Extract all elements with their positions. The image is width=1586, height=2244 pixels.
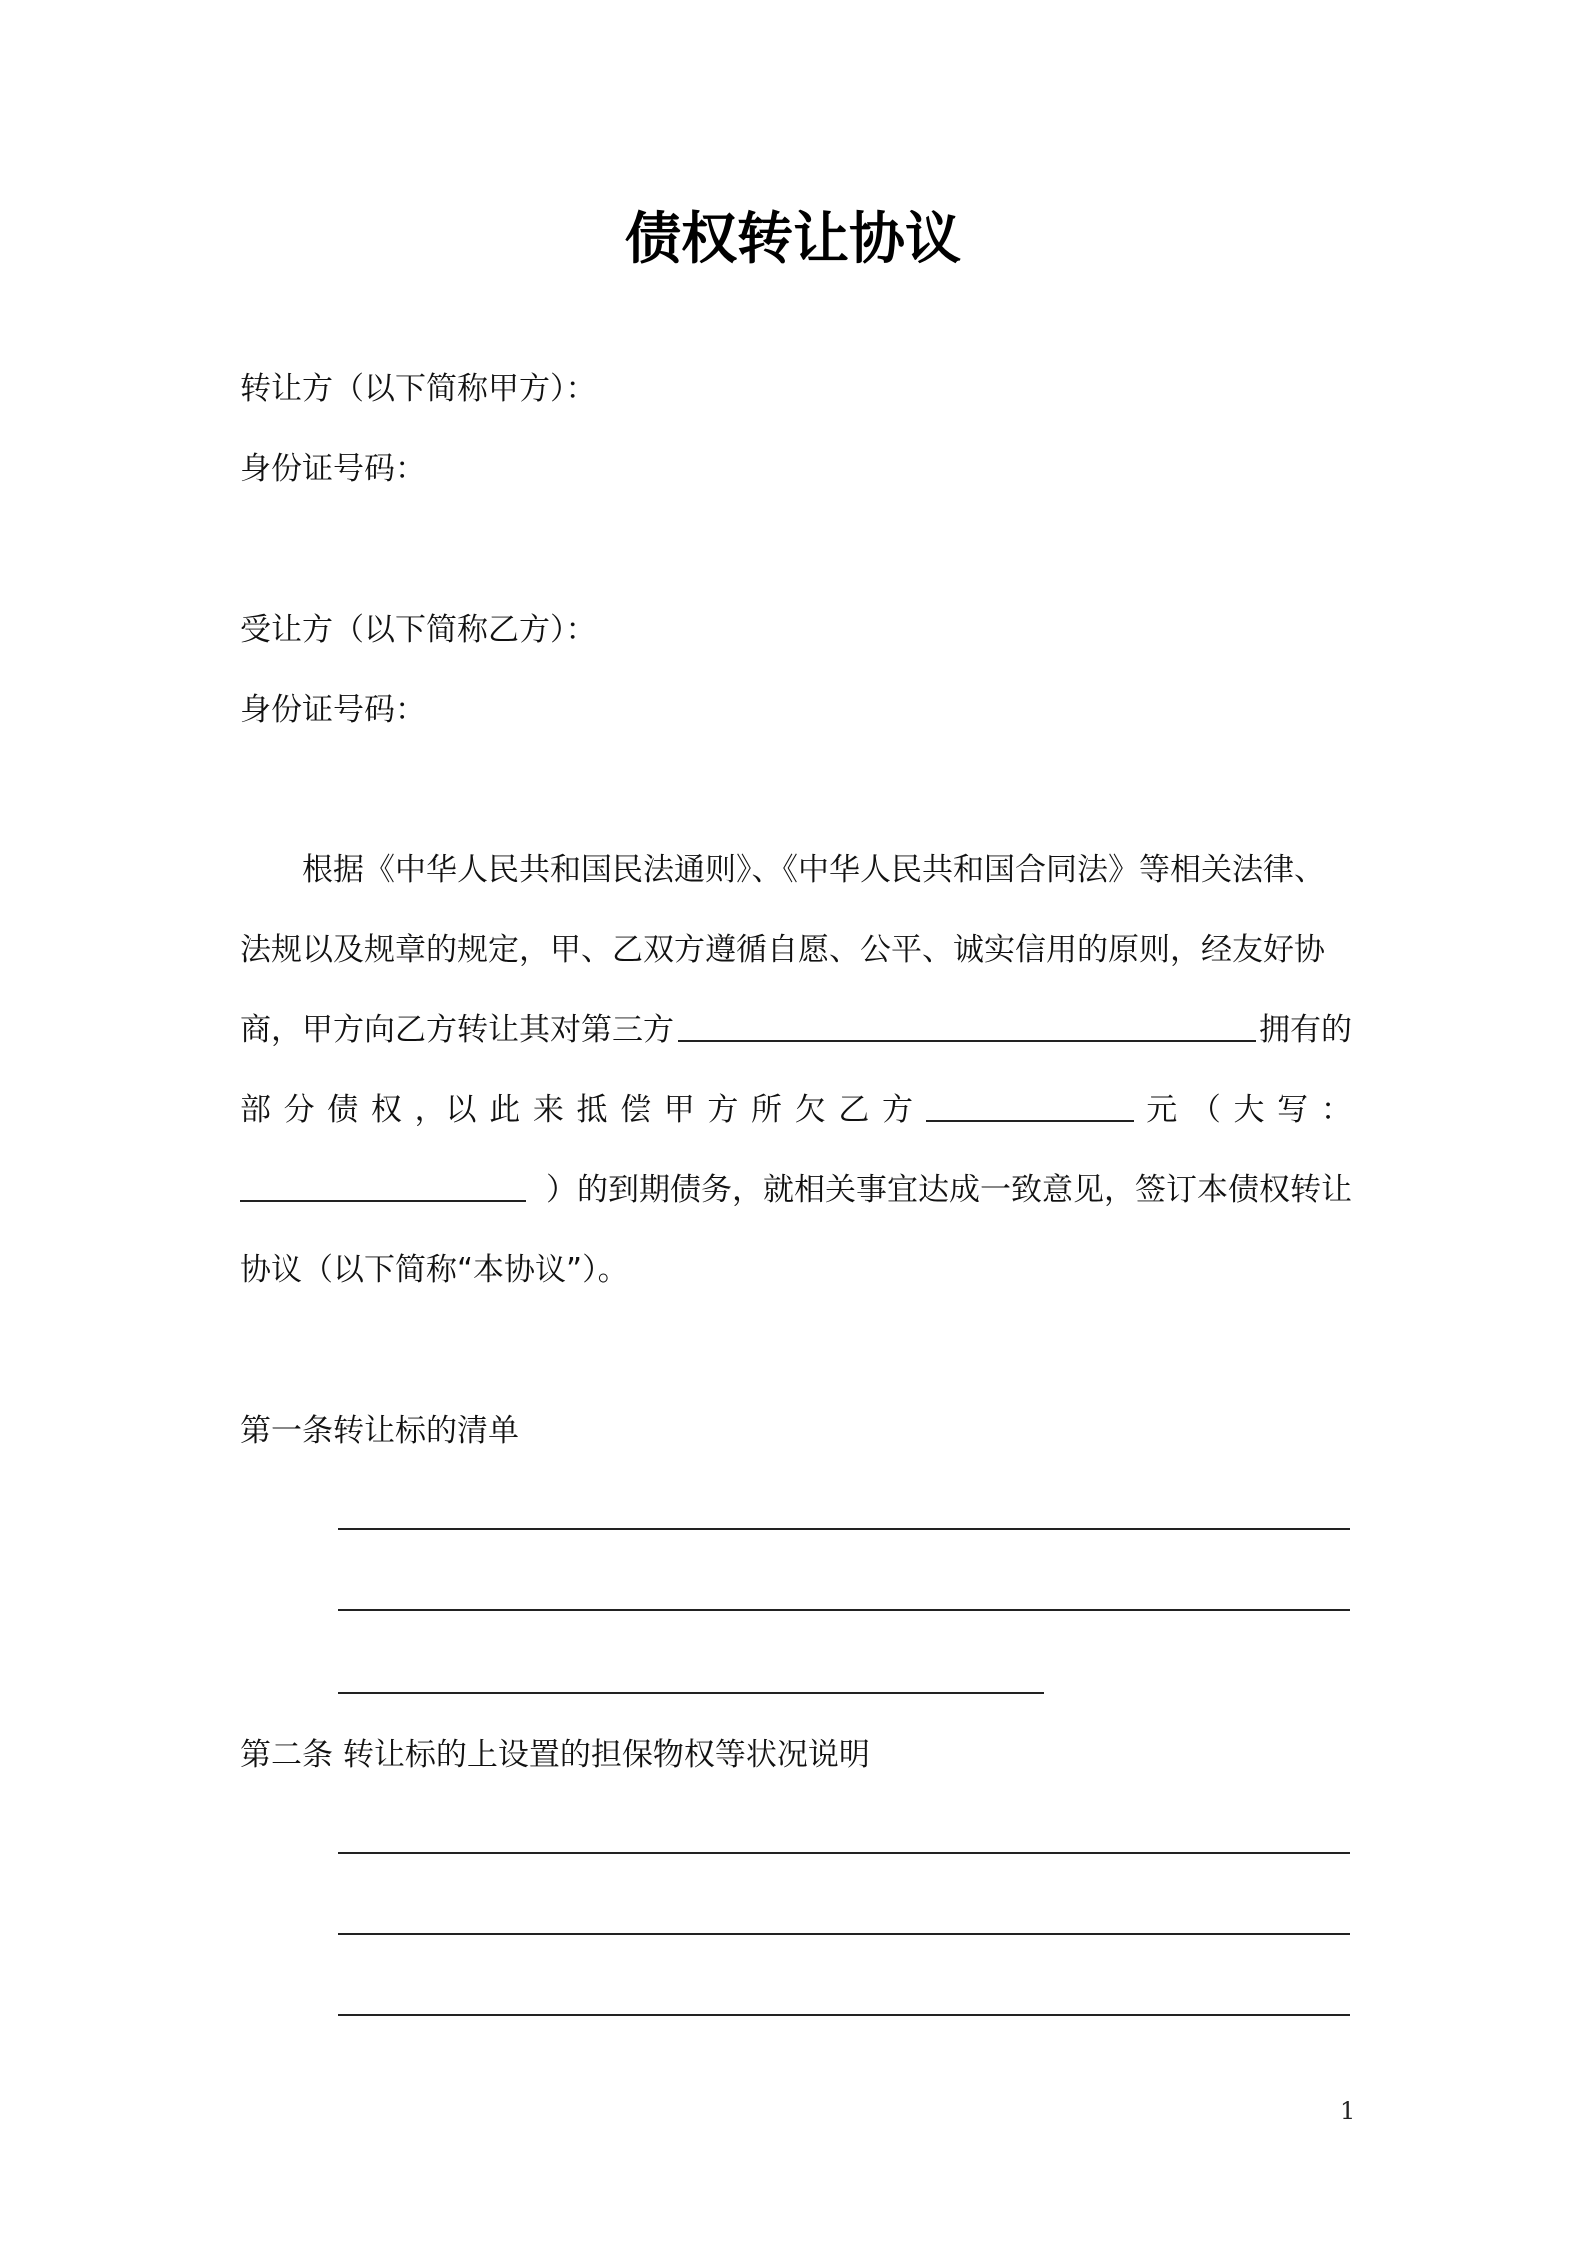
intro-line-4 xyxy=(240,1088,1352,1132)
char: 债 xyxy=(327,1092,359,1128)
char: ，以 xyxy=(414,1092,477,1128)
char: 抵 xyxy=(576,1092,608,1128)
article-2-blank-line[interactable] xyxy=(338,2014,1350,2016)
char: 分 xyxy=(283,1092,315,1128)
char: 权 xyxy=(370,1092,402,1128)
intro-line-1: 根据《中华人民共和国民法通则》、《中华人民共和国合同法》等相关法律、 xyxy=(302,852,1325,888)
page-number: 1 xyxy=(1340,2097,1356,2125)
char: 欠 xyxy=(794,1092,826,1128)
third-party-blank[interactable] xyxy=(678,1008,1256,1042)
char: ： xyxy=(1320,1092,1352,1128)
char: 甲 xyxy=(663,1092,695,1128)
char: 写 xyxy=(1277,1092,1309,1128)
char: 来 xyxy=(532,1092,564,1128)
char: 方 xyxy=(707,1092,739,1128)
amount-in-words-blank[interactable] xyxy=(240,1168,526,1202)
party-b-id-label: 身份证号码： xyxy=(240,692,426,728)
party-a-id-label: 身份证号码： xyxy=(240,451,426,487)
amount-blank[interactable] xyxy=(926,1088,1134,1122)
article-2-blank-line[interactable] xyxy=(338,1933,1350,1935)
article-1-blank-line[interactable] xyxy=(338,1609,1350,1611)
char: 部 xyxy=(240,1092,271,1128)
char: 偿 xyxy=(620,1092,652,1128)
article-1-blank-line[interactable] xyxy=(338,1528,1350,1530)
article-2-heading: 第二条 转让标的上设置的担保物权等状况说明 xyxy=(240,1737,870,1773)
party-a-label: 转让方（以下简称甲方）： xyxy=(240,371,597,407)
char: （ xyxy=(1189,1092,1221,1128)
document-title: 债权转让协议 xyxy=(625,207,961,272)
article-1-blank-line[interactable] xyxy=(338,1692,1044,1694)
char: 方 xyxy=(881,1092,913,1128)
char: 大 xyxy=(1233,1092,1265,1128)
intro-line-5 xyxy=(240,1168,1352,1212)
article-2-blank-line[interactable] xyxy=(338,1852,1350,1854)
intro-line-5-text: ）的到期债务，就相关事宜达成一致意见，签订本债权转让 xyxy=(546,1172,1352,1208)
char: 此 xyxy=(489,1092,521,1128)
intro-line-3 xyxy=(240,1008,1352,1052)
unit-yuan: 元 xyxy=(1146,1092,1178,1128)
intro-line-6: 协议（以下简称“本协议”）。 xyxy=(240,1252,629,1288)
char: 所 xyxy=(751,1092,783,1128)
char: 乙 xyxy=(838,1092,870,1128)
intro-line-3-end: 拥有的 xyxy=(1259,1012,1352,1048)
intro-line-3-start: 商，甲方向乙方转让其对第三方 xyxy=(240,1012,674,1048)
article-1-heading: 第一条转让标的清单 xyxy=(240,1413,519,1449)
intro-line-2: 法规以及规章的规定，甲、乙双方遵循自愿、公平、诚实信用的原则，经友好协 xyxy=(240,932,1325,968)
party-b-label: 受让方（以下简称乙方）： xyxy=(240,612,597,648)
